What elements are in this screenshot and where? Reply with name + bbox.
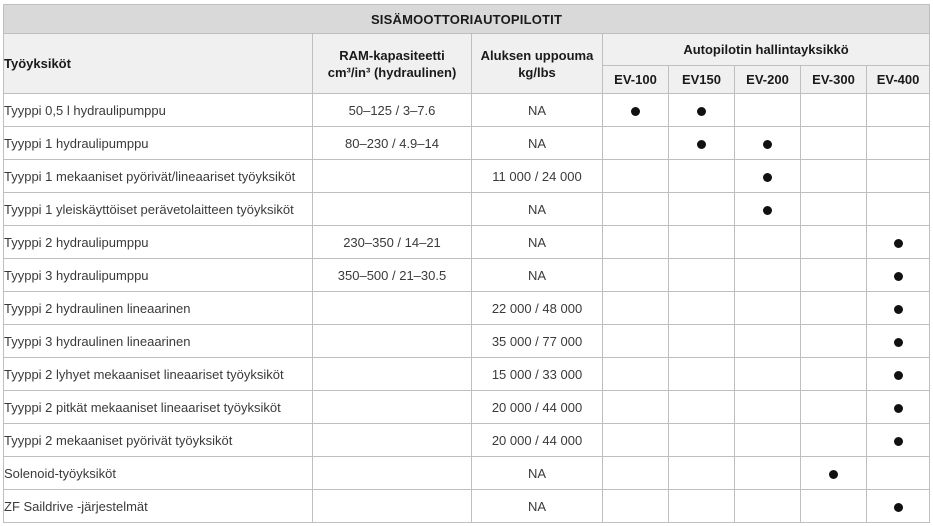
- cell-ev400: [867, 391, 930, 424]
- cell-ev400: [867, 292, 930, 325]
- cell-ev400: [867, 94, 930, 127]
- cell-ev400: [867, 226, 930, 259]
- cell-ev200: [735, 94, 801, 127]
- cell-ram: 230–350 / 14–21: [313, 226, 472, 259]
- cell-displacement: NA: [472, 226, 603, 259]
- cell-ram: [313, 292, 472, 325]
- cell-task: Tyyppi 1 mekaaniset pyörivät/lineaariset työyksiköt: [4, 160, 313, 193]
- header-task: Työyksiköt: [4, 34, 313, 94]
- cell-ev150: [669, 160, 735, 193]
- header-unit-ev200: EV-200: [735, 66, 801, 94]
- cell-ev100: [603, 490, 669, 523]
- cell-task: Tyyppi 0,5 l hydraulipumppu: [4, 94, 313, 127]
- supported-dot-icon: [631, 107, 640, 116]
- cell-ev400: [867, 358, 930, 391]
- header-unit-ev100: EV-100: [603, 66, 669, 94]
- cell-task: Tyyppi 2 hydraulipumppu: [4, 226, 313, 259]
- autopilot-compatibility-table: [3, 4, 930, 523]
- cell-task: Tyyppi 2 hydraulinen lineaarinen: [4, 292, 313, 325]
- table-row: [4, 490, 930, 523]
- cell-displacement: 15 000 / 33 000: [472, 358, 603, 391]
- cell-ev300: [801, 391, 867, 424]
- cell-ram: [313, 160, 472, 193]
- supported-dot-icon: [697, 107, 706, 116]
- cell-task: Tyyppi 3 hydraulinen lineaarinen: [4, 325, 313, 358]
- cell-displacement: NA: [472, 490, 603, 523]
- header-unit-ev150: EV150: [669, 66, 735, 94]
- cell-displacement: 22 000 / 48 000: [472, 292, 603, 325]
- header-unit-ev300: EV-300: [801, 66, 867, 94]
- cell-ev400: [867, 424, 930, 457]
- cell-ev100: [603, 94, 669, 127]
- cell-ev400: [867, 259, 930, 292]
- header-displacement-label: Aluksen uppouma: [480, 47, 594, 63]
- cell-task: Tyyppi 1 hydraulipumppu: [4, 127, 313, 160]
- cell-ev150: [669, 457, 735, 490]
- cell-displacement: 20 000 / 44 000: [472, 424, 603, 457]
- cell-ev100: [603, 259, 669, 292]
- table-title: SISÄMOOTTORIAUTOPILOTIT: [4, 5, 930, 34]
- cell-ev400: [867, 490, 930, 523]
- cell-ev150: [669, 94, 735, 127]
- header-unit-ev400: EV-400: [867, 66, 930, 94]
- cell-ev200: [735, 292, 801, 325]
- cell-displacement: NA: [472, 193, 603, 226]
- supported-dot-icon: [829, 470, 838, 479]
- cell-ev200: [735, 457, 801, 490]
- cell-ev300: [801, 127, 867, 160]
- header-ram-label: RAM-kapasiteetti: [339, 47, 445, 63]
- cell-displacement: 35 000 / 77 000: [472, 325, 603, 358]
- table-row: [4, 259, 930, 292]
- cell-ev300: [801, 160, 867, 193]
- cell-ev300: [801, 94, 867, 127]
- cell-ev150: [669, 325, 735, 358]
- table-row: [4, 292, 930, 325]
- cell-ev100: [603, 160, 669, 193]
- cell-displacement: NA: [472, 457, 603, 490]
- cell-ev100: [603, 226, 669, 259]
- supported-dot-icon: [697, 140, 706, 149]
- cell-task: Tyyppi 2 pitkät mekaaniset lineaariset työyksiköt: [4, 391, 313, 424]
- cell-ev200: [735, 391, 801, 424]
- table-row: [4, 226, 930, 259]
- table-row: [4, 424, 930, 457]
- cell-ev300: [801, 457, 867, 490]
- cell-ev150: [669, 193, 735, 226]
- cell-ev100: [603, 424, 669, 457]
- cell-displacement: NA: [472, 94, 603, 127]
- cell-task: ZF Saildrive -järjestelmät: [4, 490, 313, 523]
- table-row: [4, 94, 930, 127]
- cell-ev100: [603, 292, 669, 325]
- cell-displacement: 11 000 / 24 000: [472, 160, 603, 193]
- table-row: [4, 391, 930, 424]
- cell-displacement: NA: [472, 259, 603, 292]
- table-row: [4, 325, 930, 358]
- header-displacement: [472, 34, 603, 94]
- cell-ram: [313, 457, 472, 490]
- supported-dot-icon: [763, 140, 772, 149]
- cell-ev200: [735, 160, 801, 193]
- cell-ev400: [867, 193, 930, 226]
- cell-ev300: [801, 292, 867, 325]
- cell-ev400: [867, 325, 930, 358]
- supported-dot-icon: [763, 173, 772, 182]
- header-displacement-unit: kg/lbs: [518, 64, 556, 80]
- cell-ev100: [603, 358, 669, 391]
- supported-dot-icon: [894, 404, 903, 413]
- cell-ev200: [735, 127, 801, 160]
- cell-ev300: [801, 490, 867, 523]
- cell-ev150: [669, 358, 735, 391]
- cell-ev300: [801, 193, 867, 226]
- cell-displacement: 20 000 / 44 000: [472, 391, 603, 424]
- header-ram: [313, 34, 472, 94]
- cell-ev300: [801, 358, 867, 391]
- table-row: [4, 127, 930, 160]
- cell-ev300: [801, 424, 867, 457]
- cell-ram: [313, 490, 472, 523]
- cell-ev150: [669, 259, 735, 292]
- supported-dot-icon: [894, 305, 903, 314]
- supported-dot-icon: [894, 272, 903, 281]
- cell-ev200: [735, 358, 801, 391]
- cell-ram: [313, 391, 472, 424]
- cell-task: Tyyppi 3 hydraulipumppu: [4, 259, 313, 292]
- cell-ram: [313, 424, 472, 457]
- table-body: [4, 94, 930, 523]
- cell-ram: 80–230 / 4.9–14: [313, 127, 472, 160]
- cell-ram: [313, 193, 472, 226]
- cell-ev400: [867, 457, 930, 490]
- table-row: [4, 457, 930, 490]
- cell-ev200: [735, 193, 801, 226]
- header-autopilot-group: Autopilotin hallintayksikkö: [603, 34, 930, 66]
- cell-ev400: [867, 127, 930, 160]
- table-row: [4, 193, 930, 226]
- cell-ev100: [603, 127, 669, 160]
- cell-ram: [313, 358, 472, 391]
- supported-dot-icon: [894, 503, 903, 512]
- cell-ev200: [735, 490, 801, 523]
- supported-dot-icon: [894, 371, 903, 380]
- cell-ev100: [603, 325, 669, 358]
- cell-ram: 50–125 / 3–7.6: [313, 94, 472, 127]
- cell-ev300: [801, 226, 867, 259]
- cell-ev150: [669, 391, 735, 424]
- cell-ram: [313, 325, 472, 358]
- cell-task: Solenoid-työyksiköt: [4, 457, 313, 490]
- cell-task: Tyyppi 2 lyhyet mekaaniset lineaariset työyksiköt: [4, 358, 313, 391]
- cell-ev200: [735, 424, 801, 457]
- supported-dot-icon: [894, 239, 903, 248]
- supported-dot-icon: [763, 206, 772, 215]
- cell-ev150: [669, 127, 735, 160]
- supported-dot-icon: [894, 338, 903, 347]
- cell-ev150: [669, 226, 735, 259]
- table-row: [4, 160, 930, 193]
- cell-ev300: [801, 259, 867, 292]
- cell-ev200: [735, 226, 801, 259]
- cell-ev300: [801, 325, 867, 358]
- cell-ram: 350–500 / 21–30.5: [313, 259, 472, 292]
- cell-ev200: [735, 325, 801, 358]
- cell-task: Tyyppi 2 mekaaniset pyörivät työyksiköt: [4, 424, 313, 457]
- cell-task: Tyyppi 1 yleiskäyttöiset perävetolaitteen työyksiköt: [4, 193, 313, 226]
- header-ram-unit: cm³/in³ (hydraulinen): [327, 64, 457, 80]
- cell-ev150: [669, 424, 735, 457]
- cell-ev150: [669, 490, 735, 523]
- supported-dot-icon: [894, 437, 903, 446]
- cell-ev200: [735, 259, 801, 292]
- cell-displacement: NA: [472, 127, 603, 160]
- table-row: [4, 358, 930, 391]
- cell-ev100: [603, 193, 669, 226]
- cell-ev400: [867, 160, 930, 193]
- cell-ev100: [603, 457, 669, 490]
- cell-ev150: [669, 292, 735, 325]
- cell-ev100: [603, 391, 669, 424]
